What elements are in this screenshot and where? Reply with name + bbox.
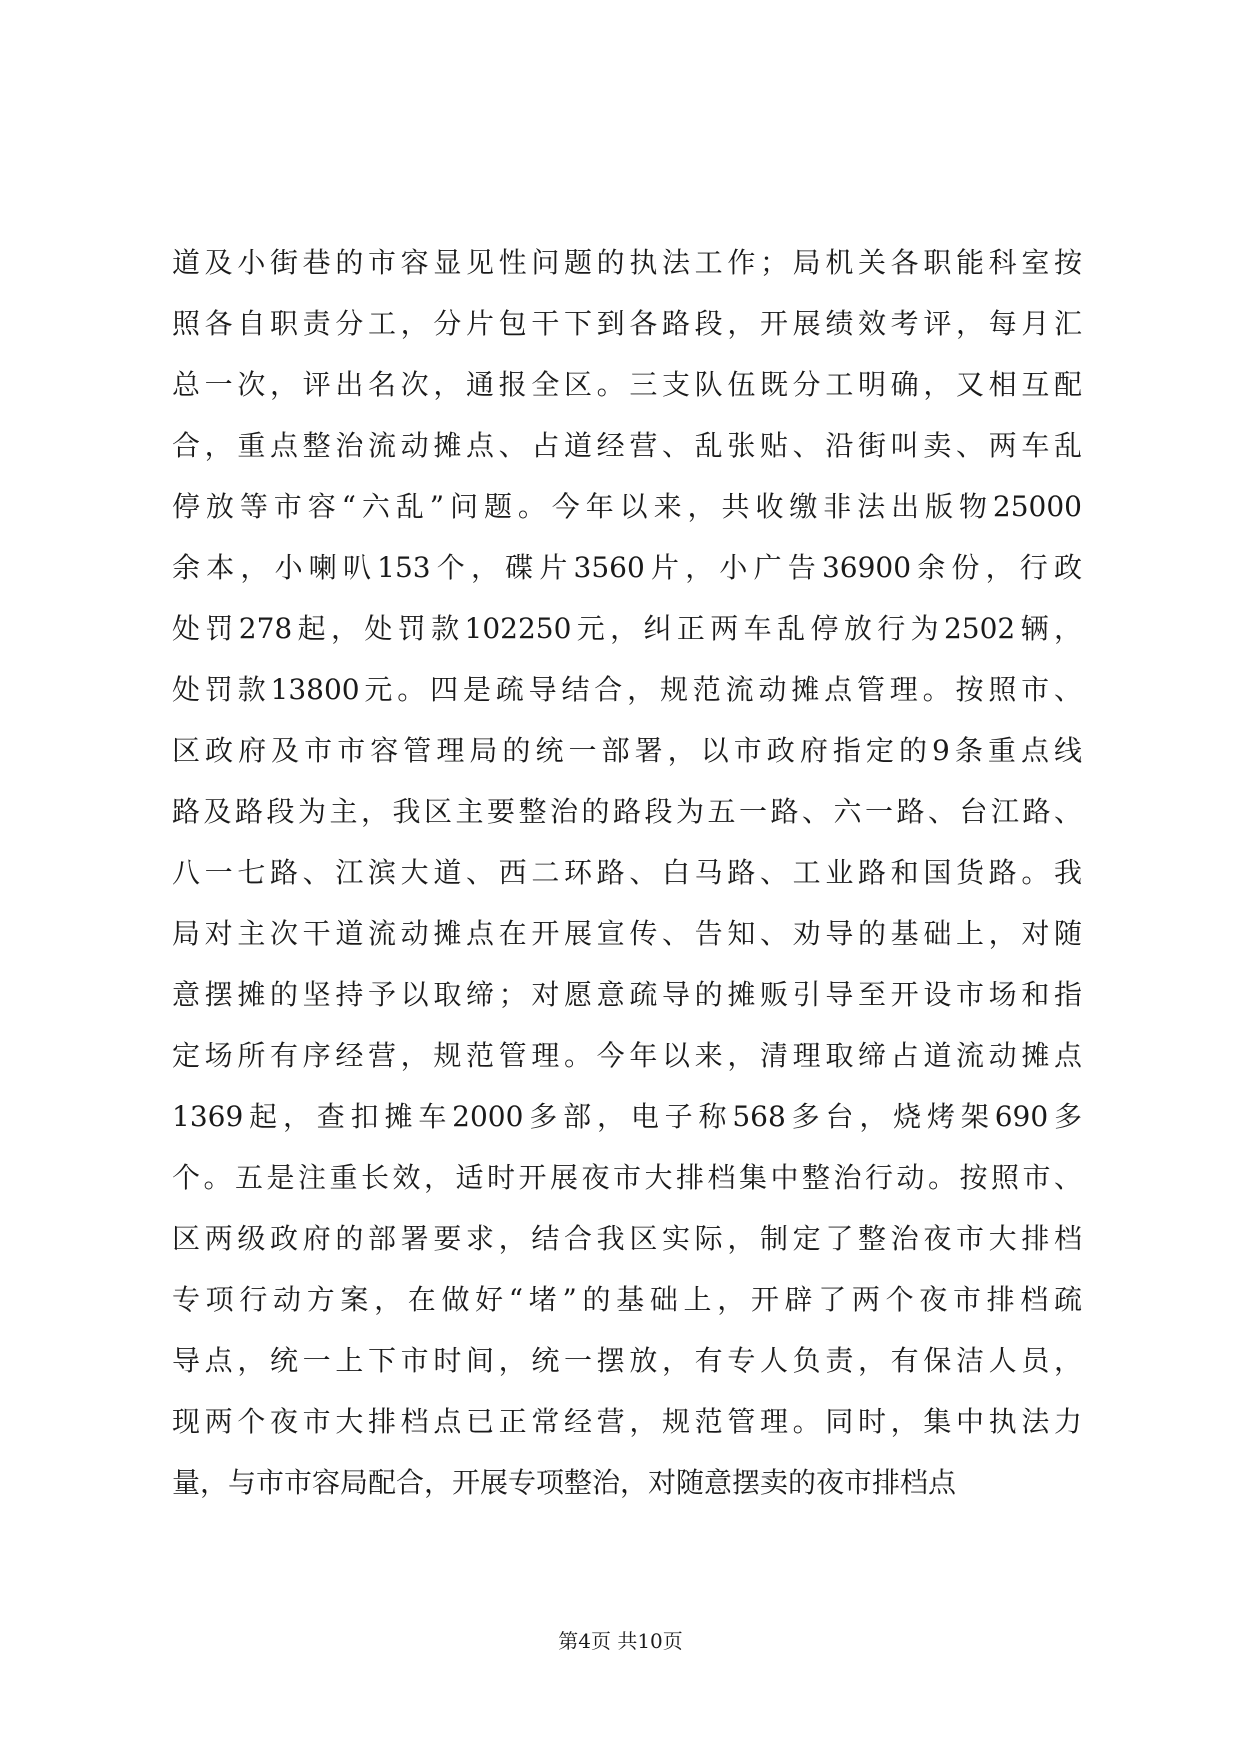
text-line: 八一七路、江滨大道、西二环路、白马路、工业路和国货路。我 — [172, 856, 1082, 889]
text-line: 处罚款13800元。四是疏导结合，规范流动摊点管理。按照市、 — [172, 673, 1082, 706]
text-line: 路及路段为主，我区主要整治的路段为五一路、六一路、台江路、 — [172, 795, 1082, 828]
text-line: 余本，小喇叭153个，碟片3560片，小广告36900余份，行政 — [172, 551, 1082, 584]
text-line: 个。五是注重长效，适时开展夜市大排档集中整治行动。按照市、 — [172, 1161, 1082, 1194]
text-line: 导点，统一上下市时间，统一摆放，有专人负责，有保洁人员， — [172, 1344, 1082, 1377]
page-number-footer: 第4页 共10页 — [558, 1629, 683, 1653]
text-line: 1369起，查扣摊车2000多部，电子称568多台，烧烤架690多 — [172, 1100, 1082, 1133]
text-line: 区两级政府的部署要求，结合我区实际，制定了整治夜市大排档 — [172, 1222, 1082, 1255]
text-line: 停放等市容“六乱”问题。今年以来，共收缴非法出版物25000 — [172, 490, 1082, 523]
text-line: 照各自职责分工，分片包干下到各路段，开展绩效考评，每月汇 — [172, 307, 1082, 340]
text-line: 专项行动方案，在做好“堵”的基础上，开辟了两个夜市排档疏 — [172, 1283, 1082, 1316]
text-line: 量，与市市容局配合，开展专项整治，对随意摆卖的夜市排档点 — [172, 1466, 957, 1499]
text-line: 总一次，评出名次，通报全区。三支队伍既分工明确，又相互配 — [172, 368, 1082, 401]
text-line: 局对主次干道流动摊点在开展宣传、告知、劝导的基础上，对随 — [172, 917, 1082, 950]
text-line: 处罚278起，处罚款102250元，纠正两车乱停放行为2502辆， — [172, 612, 1082, 645]
text-line: 区政府及市市容管理局的统一部署，以市政府指定的9条重点线 — [172, 734, 1082, 767]
text-line: 合，重点整治流动摊点、占道经营、乱张贴、沿街叫卖、两车乱 — [172, 429, 1082, 462]
text-line: 定场所有序经营，规范管理。今年以来，清理取缔占道流动摊点 — [172, 1039, 1082, 1072]
text-line: 道及小街巷的市容显见性问题的执法工作；局机关各职能科室按 — [172, 246, 1082, 279]
text-line: 意摆摊的坚持予以取缔；对愿意疏导的摊贩引导至开设市场和指 — [172, 978, 1082, 1011]
body-text — [172, 232, 1082, 1513]
text-line: 现两个夜市大排档点已正常经营，规范管理。同时，集中执法力 — [172, 1405, 1082, 1438]
